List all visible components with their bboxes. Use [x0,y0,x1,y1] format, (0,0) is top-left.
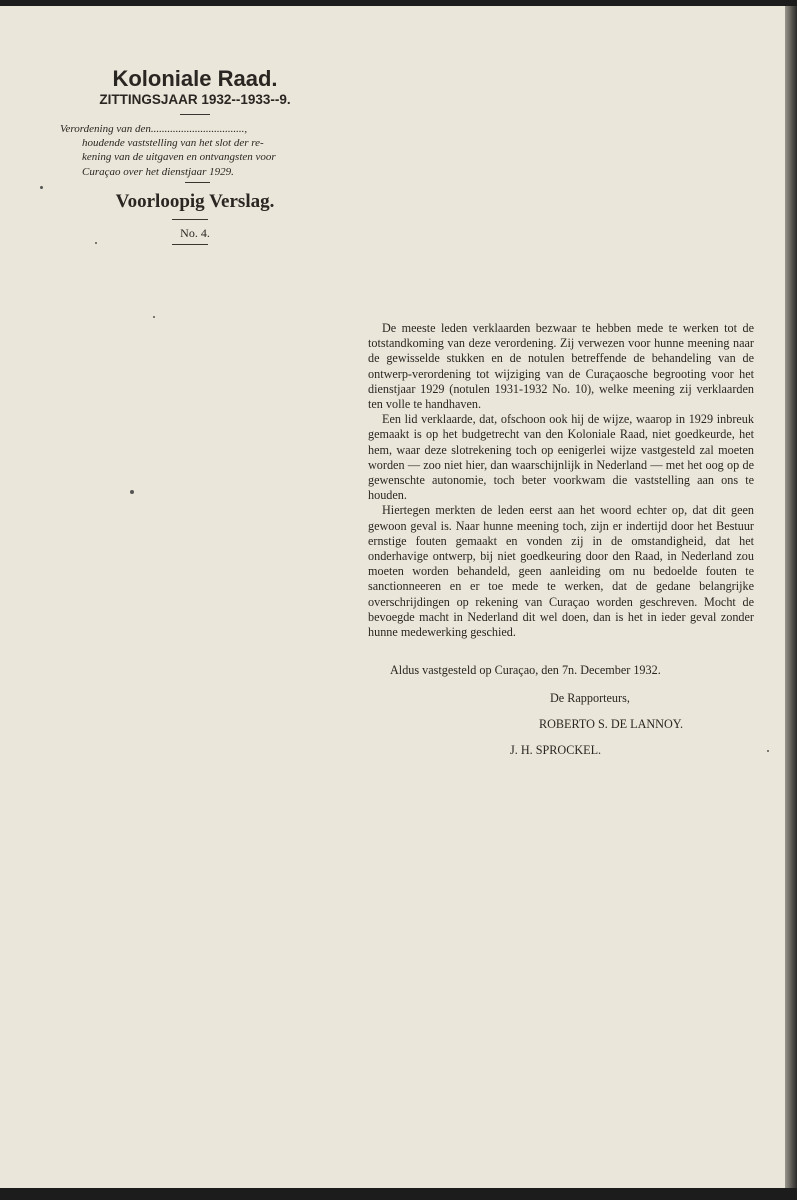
signature-heading: De Rapporteurs, [550,691,630,705]
report-number: No. 4. [180,226,210,240]
divider [185,182,210,183]
ordinance-line: Curaçao over het dienstjaar 1929. [82,165,234,178]
paper-speck [767,750,769,752]
divider [172,244,208,245]
paper-speck [40,186,43,189]
paper-speck [130,490,134,494]
body-paragraph: Hiertegen merkten de leden eerst aan het woord echter op, dat dit geen gewoon geval is. Naar hunne meening toch, zijn er indertijd door het Bestuur ernstige fouten gemaakt en vonden zij in de omstandigheid, dat het onderhavige ontwerp, bij niet goedkeuring door den Raad, in Nederland zou moeten worden behandeld, geen aanleiding om nu bedoelde fouten te sanctionneeren en er toe mede te werken, dat de gedane belangrijke overschrijdingen op rekening van Curaçao worden geschreven. Mocht de bevoegde macht in Nederland dit wel doen, dan is het in ieder geval zonder hunne medewerking geschied. [368,503,754,640]
paper-speck [95,242,97,244]
divider [180,114,210,115]
signatory-name: ROBERTO S. DE LANNOY. [539,717,684,731]
signatory-name: J. H. SPROCKEL. [510,743,602,757]
report-body [368,321,754,640]
council-title: Koloniale Raad. [112,66,278,91]
ordinance-line: houdende vaststelling van het slot der re- [82,137,264,150]
session-year: ZITTINGSJAAR 1932--1933--9. [99,92,291,107]
divider [172,219,208,220]
body-paragraph: De meeste leden verklaarden bezwaar te hebben mede te werken tot de totstandkoming van deze verordening. Zij verwezen voor hunne meening naar de gewisselde stukken en de notulen betreffende de behandeling van de ontwerp-verordening tot wijziging van de Curaçaosche begrooting voor het dienstjaar 1929 (notulen 1931-1932 No. 10), welke meening zij verklaarden ten volle te handhaven. [368,321,754,412]
body-paragraph: Een lid verklaarde, dat, ofschoon ook hij de wijze, waarop in 1929 inbreuk gemaakt is op het budgetrecht van den Koloniale Raad, niet goedkeurde, het hem, waar deze slotrekening toch op eenigerlei wijze vastgesteld zal moeten worden — zoo niet hier, dan waarschijnlijk in Nederland — met het oog op de gewenschte autonomie, toch beter voorkwam die vaststelling aan ons te houden. [368,412,754,503]
paper-speck [153,316,155,318]
ordinance-description [60,122,328,179]
ordinance-line: kening van de uitgaven en ontvangsten voor [82,151,276,164]
report-title: Voorloopig Verslag. [115,191,275,212]
page-edge [785,6,797,1188]
closing-date-line: Aldus vastgesteld op Curaçao, den 7n. December 1932. [390,663,661,677]
document-page [0,6,785,1188]
ordinance-line: Verordening van den.................................., [60,123,248,135]
